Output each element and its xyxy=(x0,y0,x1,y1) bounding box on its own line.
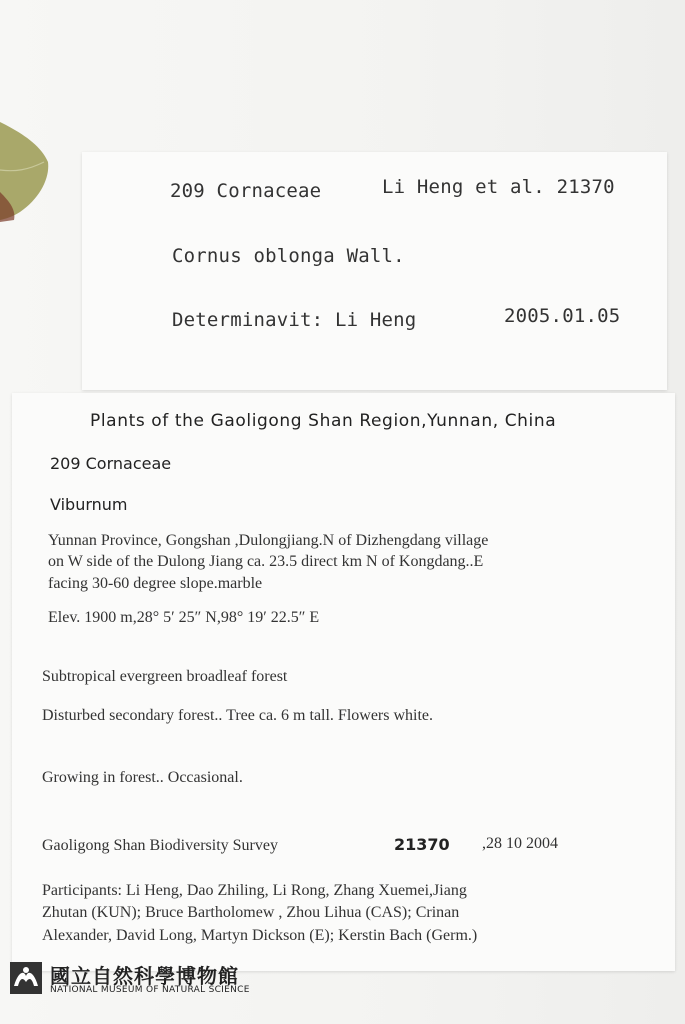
participants-line-2: Zhutan (KUN); Bruce Bartholomew , Zhou Lihua (CAS); Crinan xyxy=(42,904,460,921)
locality-line-3: facing 30-60 degree slope.marble xyxy=(48,575,263,592)
locality-line-2: on W side of the Dulong Jiang ca. 23.5 direct km N of Kongdang..E xyxy=(48,553,484,570)
det-taxon: Cornus oblonga Wall. xyxy=(172,245,405,267)
determination-label xyxy=(82,152,667,390)
label-family: 209 Cornaceae xyxy=(50,454,172,473)
label-genus: Viburnum xyxy=(50,495,128,514)
label-survey: Gaoligong Shan Biodiversity Survey xyxy=(42,837,278,854)
det-determiner: Determinavit: Li Heng xyxy=(172,309,417,331)
label-number: 21370 xyxy=(394,835,450,854)
museum-logo xyxy=(10,962,310,1002)
museum-emblem-icon xyxy=(10,962,42,994)
label-elevation: Elev. 1900 m,28° 5′ 25″ N,98° 19′ 22.5″ E xyxy=(48,609,320,626)
participants-line-1: Participants: Li Heng, Dao Zhiling, Li Rong, Zhang Xuemei,Jiang xyxy=(42,882,467,899)
museum-name-zh: 國立自然科學博物館 xyxy=(50,964,239,988)
label-description: Disturbed secondary forest.. Tree ca. 6 m tall. Flowers white. xyxy=(42,707,434,724)
leaf-fragment xyxy=(0,118,60,223)
participants-line-3: Alexander, David Long, Martyn Dickson (E); Kerstin Bach (Germ.) xyxy=(42,927,478,944)
museum-name-en: NATIONAL MUSEUM OF NATURAL SCIENCE xyxy=(50,985,250,995)
det-date: 2005.01.05 xyxy=(504,305,621,327)
locality-line-1: Yunnan Province, Gongshan ,Dulongjiang.N of Dizhengdang village xyxy=(48,532,489,549)
label-title: Plants of the Gaoligong Shan Region,Yunnan, China xyxy=(90,411,557,431)
label-habitat: Subtropical evergreen broadleaf forest xyxy=(42,668,288,685)
label-frequency: Growing in forest.. Occasional. xyxy=(42,769,243,786)
det-family: 209 Cornaceae xyxy=(170,180,322,202)
det-collector: Li Heng et al. 21370 xyxy=(382,176,615,198)
label-date: ,28 10 2004 xyxy=(482,835,558,852)
collection-label xyxy=(12,393,675,971)
